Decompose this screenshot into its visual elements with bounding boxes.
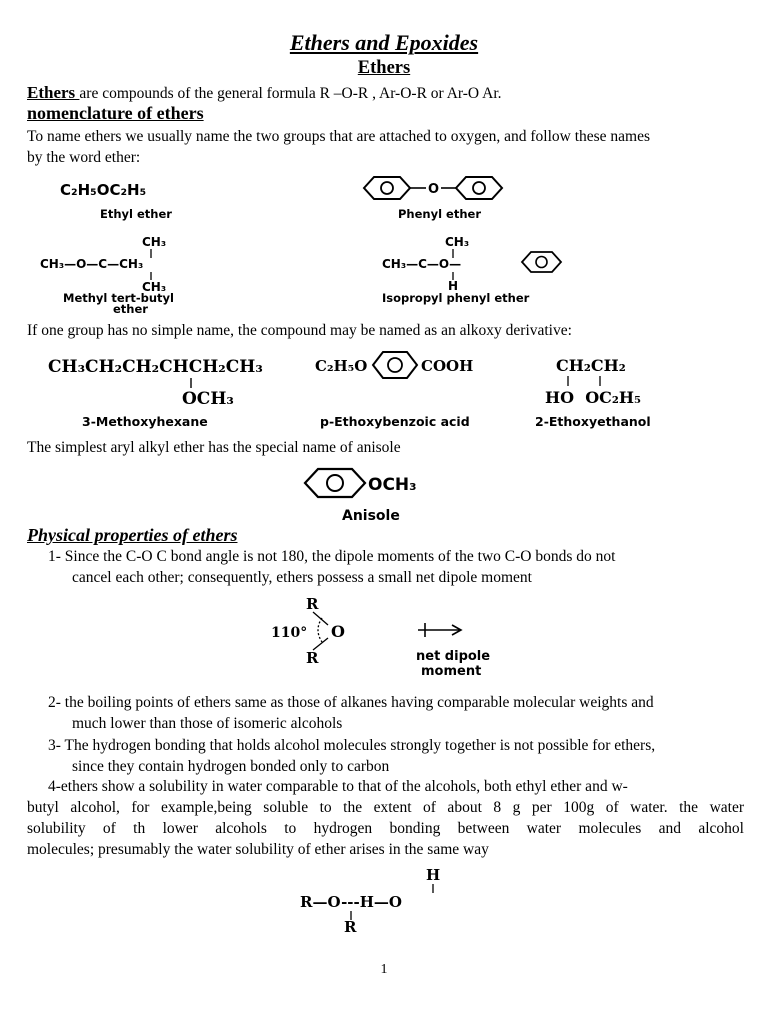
iso-main-chain: CH₃—C—O— [382, 257, 462, 271]
dipole-oxygen: O [331, 622, 345, 641]
property-1-line-2: cancel each other; consequently, ethers possess a small net dipole moment [72, 569, 532, 586]
net-dipole-label: net dipole [416, 649, 491, 664]
phenyl-ether-label: Phenyl ether [398, 207, 481, 221]
hbond-chain: R—O---H—O [300, 893, 402, 911]
property-3-line-2: since they contain hydrogen bonded only to carbon [72, 758, 390, 775]
hbond-r-bottom: R [344, 918, 357, 936]
dipole-angle: 110° [271, 625, 308, 641]
anisole-structure [305, 469, 417, 524]
carboxyl-group: COOH [421, 357, 474, 375]
nomenclature-heading: nomenclature of ethers [27, 103, 204, 123]
iso-hydrogen: H [448, 279, 459, 293]
mtbe-ch3-bottom: CH₃ [142, 280, 167, 294]
mtbe-ch3-top: CH₃ [142, 235, 167, 249]
ethyl-ether-label: Ethyl ether [100, 207, 172, 221]
property-4-line-3: solubility of th lower alcohols to hydrogen bonding between water molecules and alcohol [27, 820, 744, 837]
hydrogen-bonding-diagram [300, 866, 440, 936]
dipole-r-bottom: R [306, 649, 319, 667]
hbond-h-top: H [426, 866, 441, 884]
anisole-intro: The simplest aryl alkyl ether has the special name of anisole [27, 439, 401, 456]
methoxyhexane-och3: OCH₃ [182, 389, 234, 409]
ethers-term: Ethers [27, 83, 80, 102]
ethoxy-group: C₂H₅O [315, 357, 368, 375]
methoxyhexane-chain: CH₃CH₂CH₂CHCH₂CH₃ [48, 357, 263, 377]
benzene-ring-icon [305, 469, 365, 497]
physical-properties-heading: Physical properties of ethers [27, 525, 238, 545]
section-title-ethers: Ethers [357, 58, 411, 78]
page-title: Ethers and Epoxides [289, 30, 479, 55]
ethoxyethanol-structure [535, 356, 651, 429]
dipole-moment-diagram [271, 595, 490, 679]
property-4-line-2: butyl alcohol, for example,being soluble to the extent of about 8 g per 100g of water. the water [27, 799, 744, 816]
mtbe-structure [40, 235, 174, 316]
methoxyhexane-structure [48, 357, 263, 429]
benzene-ring-icon [456, 177, 502, 199]
benzene-ring-icon [373, 352, 417, 378]
phenyl-ether-structure [364, 177, 502, 221]
page-number: 1 [380, 962, 388, 977]
property-3-line-1: 3- The hydrogen bonding that holds alcohol molecules strongly together is not possible for ethers, [48, 737, 656, 754]
ethoxybenzoic-acid-structure [315, 352, 473, 429]
property-2-line-2: much lower than those of isomeric alcohols [72, 715, 343, 732]
bond-line [313, 612, 328, 625]
ethyl-ether-formula: C₂H₅OC₂H₅ [60, 181, 147, 199]
benzene-ring-icon [364, 177, 410, 199]
nomenclature-line-1: To name ethers we usually name the two groups that are attached to oxygen, and follow these names [27, 128, 651, 145]
net-dipole-label-2: moment [421, 664, 482, 679]
property-1-line-1: 1- Since the C-O C bond angle is not 180, the dipole moments of the two C-O bonds do not [48, 548, 616, 565]
ethoxyethanol-label: 2-Ethoxyethanol [535, 414, 651, 429]
benzene-ring-icon [522, 252, 561, 272]
anisole-och3: OCH₃ [368, 475, 417, 495]
mtbe-main-chain: CH₃—O—C—CH₃ [40, 257, 144, 271]
ethoxyethanol-bottom: HO OC₂H₅ [545, 388, 641, 407]
iso-label: Isopropyl phenyl ether [382, 291, 530, 305]
phenyl-ether-oxygen: O [428, 182, 440, 197]
mtbe-label: Methyl tert-butyl [63, 291, 174, 305]
methoxyhexane-label: 3-Methoxyhexane [82, 414, 208, 429]
ethoxybenzoic-acid-label: p-Ethoxybenzoic acid [320, 414, 470, 429]
property-4-line-4: molecules; presumably the water solubility of ether arises in the same way [27, 841, 489, 858]
iso-ch3-top: CH₃ [445, 235, 470, 249]
mtbe-label-2: ether [113, 302, 148, 316]
property-2-line-1: 2- the boiling points of ethers same as those of alkanes having comparable molecular weights and [48, 694, 654, 711]
alkoxy-intro: If one group has no simple name, the compound may be named as an alkoxy derivative: [27, 322, 572, 339]
ethoxyethanol-top: CH₂CH₂ [556, 356, 626, 375]
nomenclature-line-2: by the word ether: [27, 149, 141, 166]
ethyl-ether-structure [60, 181, 172, 221]
isopropyl-phenyl-ether-structure [382, 235, 561, 305]
dipole-r-top: R [306, 595, 319, 613]
anisole-label: Anisole [342, 508, 400, 524]
property-4-line-1: 4-ethers show a solubility in water comparable to that of the alcohols, both ethyl ether and w- [48, 778, 628, 795]
intro-text: are compounds of the general formula R –O-R , Ar-O-R or Ar-O Ar. [79, 85, 502, 102]
